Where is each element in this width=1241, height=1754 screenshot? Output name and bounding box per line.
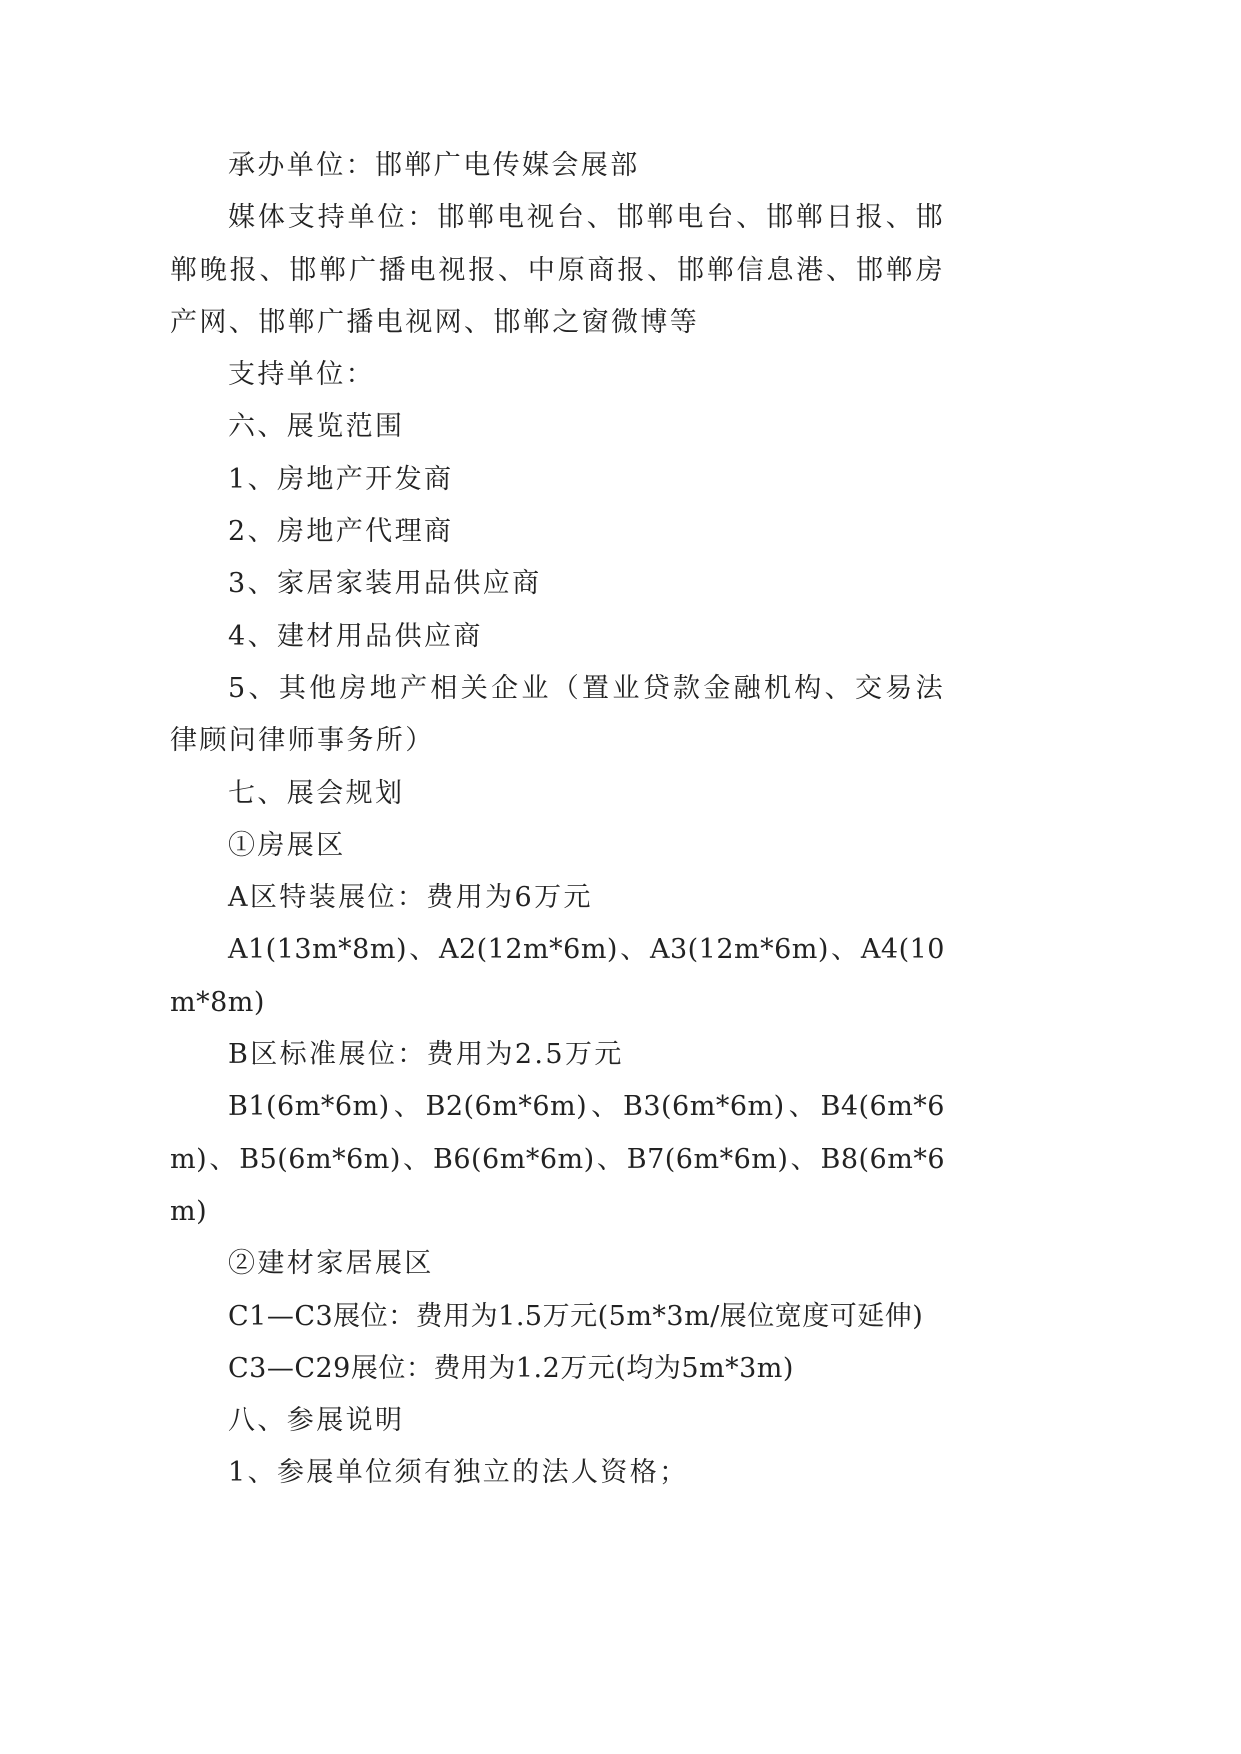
paragraph-support-units: 支持单位： [228, 359, 375, 391]
section-heading-participation-notes: 八、参展说明 [228, 1405, 405, 1437]
paragraph-zone-b-price: B区标准展位：费用为2.5万元 [228, 1039, 624, 1071]
subheading-housing-zone: ①房展区 [228, 829, 346, 861]
list-item-scope-2: 2、房地产代理商 [228, 516, 454, 548]
list-item-scope-5: 5、其他房地产相关企业（置业贷款金融机构、交易法律顾问律师事务所） [170, 672, 945, 757]
paragraph-organizer: 承办单位：邯郸广电传媒会展部 [228, 150, 640, 181]
list-item-participation-1: 1、参展单位须有独立的法人资格； [228, 1457, 689, 1489]
section-heading-exhibition-plan: 七、展会规划 [228, 777, 405, 809]
paragraph-zone-a-booths: A1(13m*8m)、A2(12m*6m)、A3(12m*6m)、A4(10m*8m) [170, 934, 945, 1018]
paragraph-zone-a-price: A区特装展位：费用为6万元 [228, 882, 593, 914]
list-item-scope-3: 3、家居家装用品供应商 [228, 568, 542, 600]
subheading-building-materials-zone: ②建材家居展区 [228, 1248, 434, 1280]
document-body [170, 140, 945, 1500]
section-heading-exhibition-scope: 六、展览范围 [228, 411, 405, 443]
paragraph-zone-c3-c29-price: C3—C29展位：费用为1.2万元(均为5m*3m) [228, 1352, 794, 1384]
paragraph-zone-b-booths: B1(6m*6m)、B2(6m*6m)、B3(6m*6m)、B4(6m*6m)、B5(6m*6m)、B6(6m*6m)、B7(6m*6m)、B8(6m*6m) [170, 1091, 945, 1227]
paragraph-zone-c1-c3-price: C1—C3展位：费用为1.5万元(5m*3m/展位宽度可延伸) [228, 1300, 924, 1332]
list-item-scope-1: 1、房地产开发商 [228, 463, 454, 495]
paragraph-media-support: 媒体支持单位：邯郸电视台、邯郸电台、邯郸日报、邯郸晚报、邯郸广播电视报、中原商报、邯郸信息港、邯郸房产网、邯郸广播电视网、邯郸之窗微博等 [170, 202, 945, 338]
list-item-scope-4: 4、建材用品供应商 [228, 620, 483, 652]
